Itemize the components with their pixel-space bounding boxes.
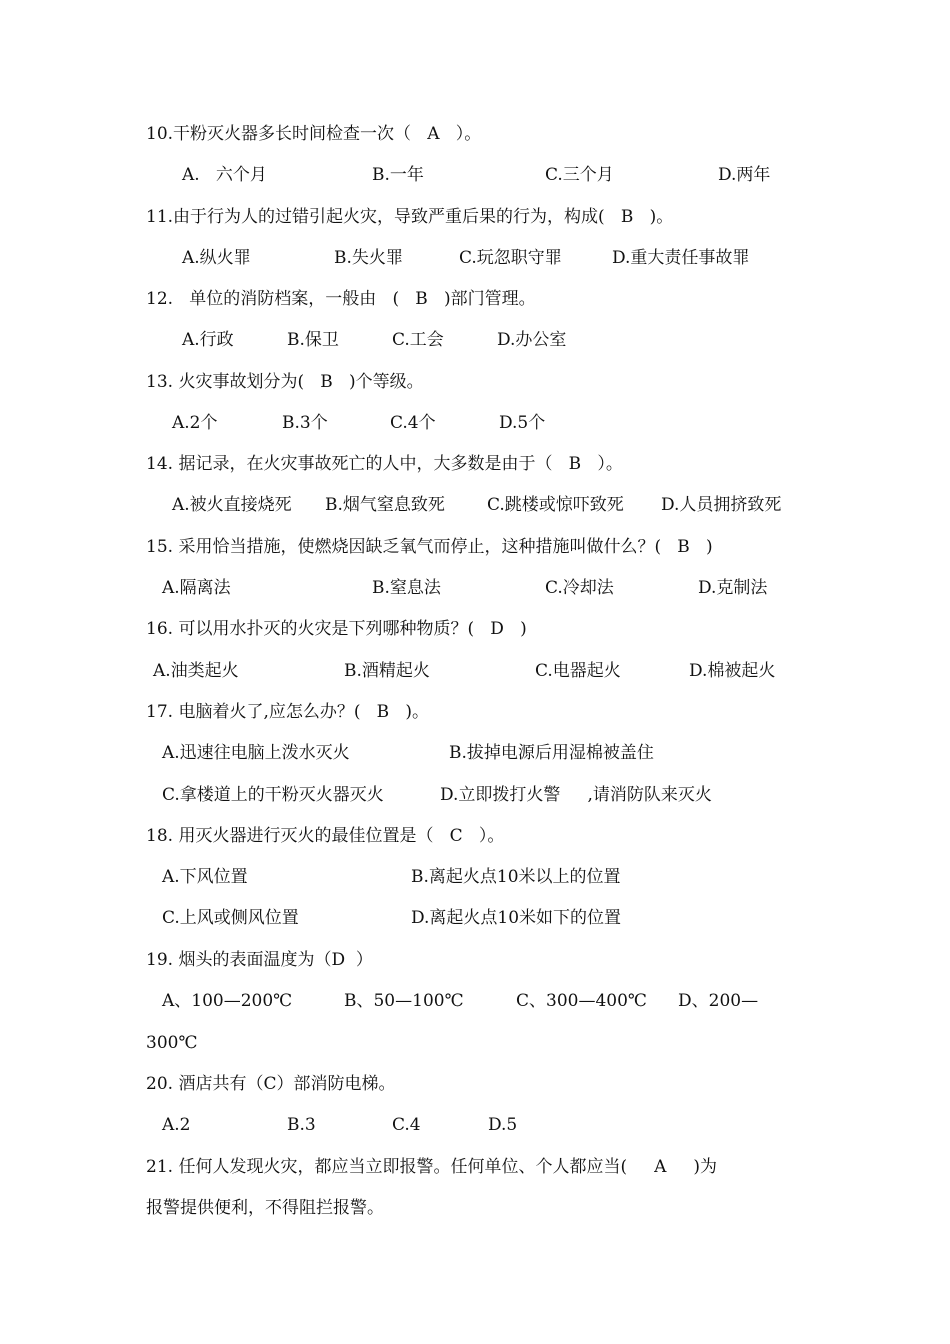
question-12-option-a: A.行政 [182, 330, 234, 350]
question-15-option-d: D.克制法 [698, 578, 768, 598]
question-10-option-c: C.三个月 [545, 165, 614, 185]
question-16-option-c: C.电器起火 [535, 661, 621, 681]
question-20-option-b: B.3 [287, 1115, 316, 1135]
question-19-option-a: A、100—200℃ [162, 991, 293, 1011]
question-18-option-b: B.离起火点10米以上的位置 [411, 867, 621, 887]
question-11-option-a: A.纵火罪 [182, 248, 251, 268]
question-13-stem: 13. 火灾事故划分为( B )个等级。 [146, 372, 424, 392]
question-20-stem: 20. 酒店共有（C）部消防电梯。 [146, 1074, 396, 1094]
question-12-option-c: C.工会 [392, 330, 444, 350]
question-17-option-c: C.拿楼道上的干粉灭火器灭火 [162, 785, 384, 805]
question-10-stem: 10.干粉灭火器多长时间检查一次（ A ）。 [146, 124, 482, 144]
question-16-option-a: A.油类起火 [153, 661, 239, 681]
question-19-option-d: D、200— [678, 991, 759, 1011]
question-19-option-b: B、50—100℃ [344, 991, 464, 1011]
question-12-option-b: B.保卫 [287, 330, 339, 350]
question-19-stem: 19. 烟头的表面温度为（D ） [146, 950, 373, 970]
question-10-option-b: B.一年 [372, 165, 424, 185]
question-19-option-d-continuation: 300℃ [146, 1033, 198, 1053]
question-17-option-a: A.迅速往电脑上泼水灭火 [162, 743, 350, 763]
question-20-option-d: D.5 [488, 1115, 518, 1135]
question-18-option-a: A.下风位置 [162, 867, 248, 887]
question-13-option-a: A.2个 [172, 413, 218, 433]
question-13-option-c: C.4个 [390, 413, 436, 433]
question-14-stem: 14. 据记录，在火灾事故死亡的人中，大多数是由于（ B ）。 [146, 454, 623, 474]
question-18-option-d: D.离起火点10米如下的位置 [411, 908, 622, 928]
question-17-option-d: D.立即拨打火警 ,请消防队来灭火 [440, 785, 712, 805]
question-16-stem: 16. 可以用水扑灭的火灾是下列哪种物质？( D ) [146, 619, 527, 639]
question-16-option-b: B.酒精起火 [344, 661, 430, 681]
question-12-stem: 12. 单位的消防档案，一般由 ( B )部门管理。 [146, 289, 536, 309]
question-20-option-a: A.2 [162, 1115, 191, 1135]
question-11-option-c: C.玩忽职守罪 [459, 248, 562, 268]
question-14-option-b: B.烟气窒息致死 [325, 495, 445, 515]
question-17-option-b: B.拔掉电源后用湿棉被盖住 [449, 743, 654, 763]
question-10-option-a: A. 六个月 [182, 165, 267, 185]
question-14-option-d: D.人员拥挤致死 [661, 495, 782, 515]
question-11-stem: 11.由于行为人的过错引起火灾，导致严重后果的行为，构成( B )。 [146, 207, 674, 227]
question-13-option-d: D.5个 [499, 413, 546, 433]
question-13-option-b: B.3个 [282, 413, 328, 433]
question-10-option-d: D.两年 [718, 165, 771, 185]
question-15-stem: 15. 采用恰当措施，使燃烧因缺乏氧气而停止，这种措施叫做什么？( B ) [146, 537, 713, 557]
question-15-option-a: A.隔离法 [162, 578, 231, 598]
question-12-option-d: D.办公室 [497, 330, 567, 350]
question-16-option-d: D.棉被起火 [689, 661, 776, 681]
question-14-option-c: C.跳楼或惊吓致死 [487, 495, 624, 515]
question-21-stem: 21. 任何人发现火灾，都应当立即报警。任何单位、个人都应当( A )为 [146, 1157, 718, 1177]
question-15-option-b: B.窒息法 [372, 578, 441, 598]
question-11-option-b: B.失火罪 [334, 248, 403, 268]
question-15-option-c: C.冷却法 [545, 578, 614, 598]
question-18-stem: 18. 用灭火器进行灭火的最佳位置是（ C ）。 [146, 826, 505, 846]
question-17-stem: 17. 电脑着火了,应怎么办？( B )。 [146, 702, 430, 722]
question-20-option-c: C.4 [392, 1115, 421, 1135]
question-18-option-c: C.上风或侧风位置 [162, 908, 299, 928]
question-21-stem-continuation: 报警提供便利，不得阻拦报警。 [146, 1198, 384, 1218]
question-19-option-c: C、300—400℃ [516, 991, 647, 1011]
question-14-option-a: A.被火直接烧死 [172, 495, 292, 515]
question-11-option-d: D.重大责任事故罪 [612, 248, 750, 268]
